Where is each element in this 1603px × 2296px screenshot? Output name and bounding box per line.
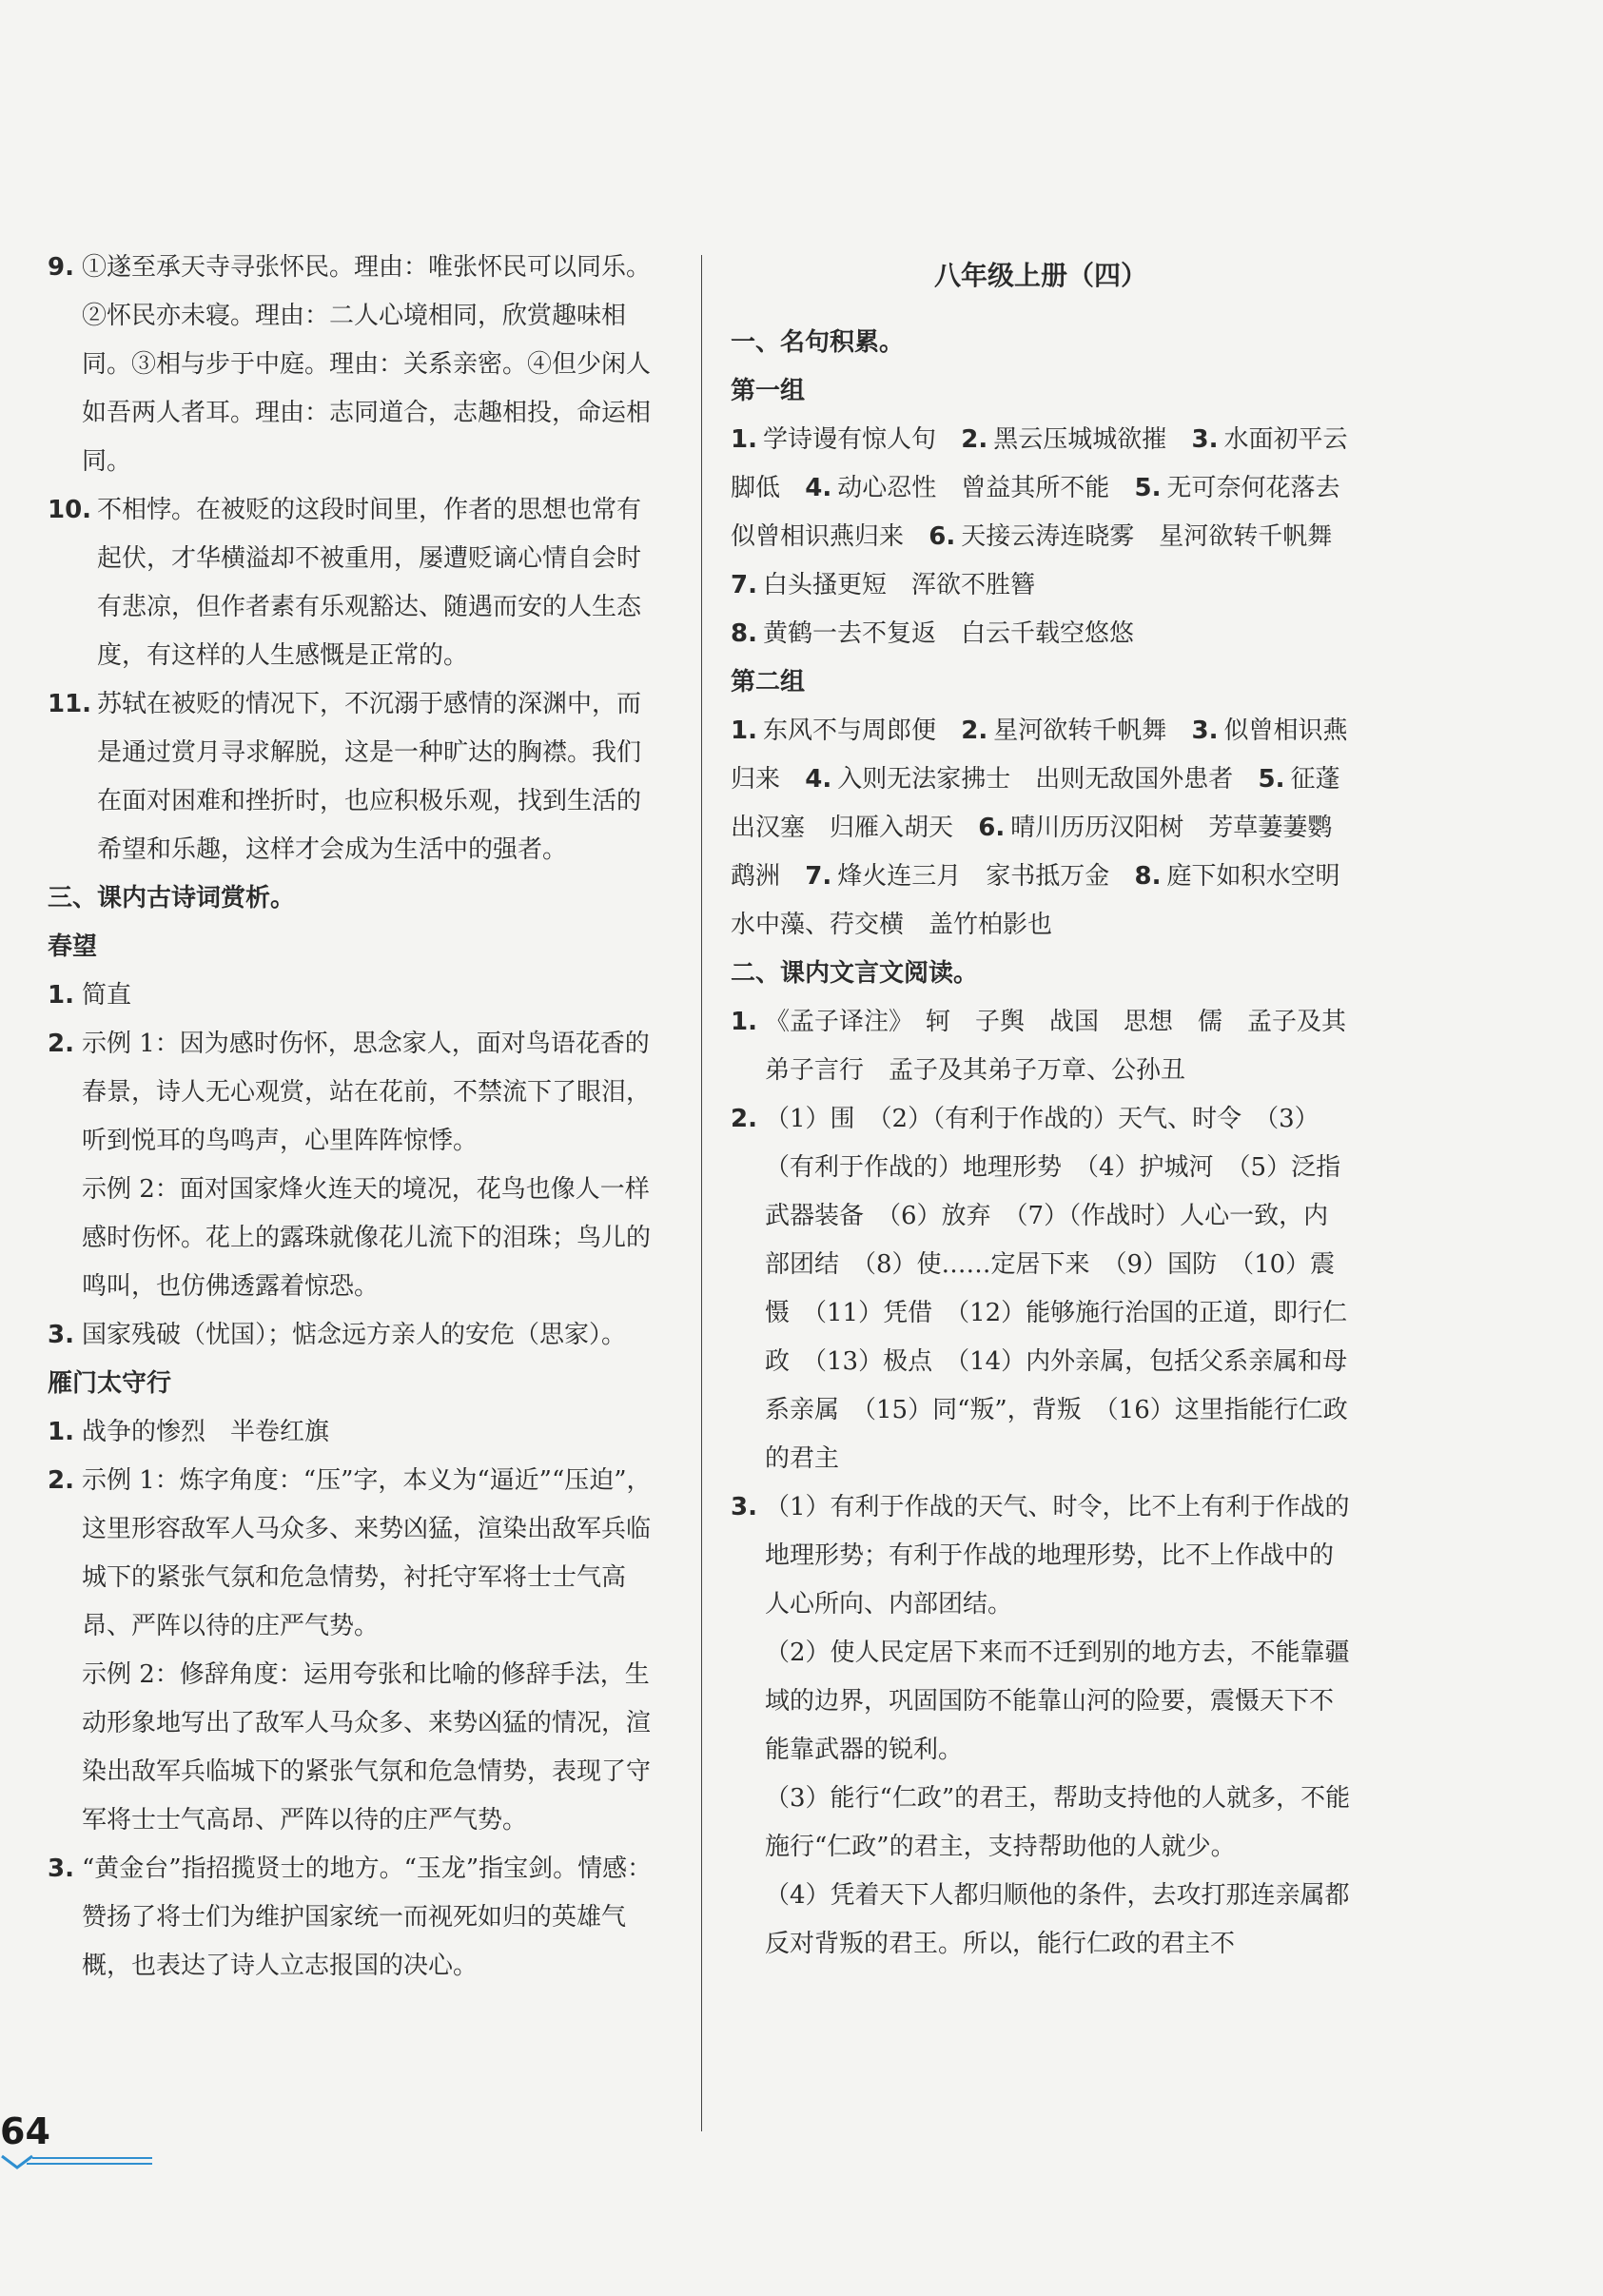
item-text: 入则无法家拂士 出则无敌国外患者: [837, 765, 1234, 794]
item-text: 无可奈何花落去 似曾相识燕归来: [731, 474, 1365, 551]
group-1-answers: [731, 416, 1365, 610]
yanmen-item-2: [48, 1457, 664, 1651]
item-text: 动心忍性 曾益其所不能: [837, 474, 1110, 502]
answer-item-9: [48, 244, 664, 486]
item-text: 不相悖。在被贬的这段时间里，作者的思想也常有起伏，才华横溢却不被重用，屡遭贬谪心情自会时有悲凉，但作者素有乐观豁达、随遇而安的人生态度，有这样的人生感慨是正常的。: [97, 496, 642, 670]
g2-answer-1: [731, 716, 936, 745]
chunwang-item-1: [48, 971, 664, 1020]
poem-title-yanmen: 雁门太守行: [48, 1369, 172, 1398]
page-number: 64: [0, 2110, 50, 2152]
g1-answer-2: [961, 425, 1166, 454]
item-text: 示例 1：炼字角度：“压”字，本义为“逼近”“压迫”，这里形容敌军人马众多、来势凶猛，渲染出敌军兵临城下的紧张气氛和危急情势，衬托守军将士士气高昂、严阵以待的庄严气势。: [82, 1466, 652, 1640]
item-number: 2.: [48, 1466, 74, 1495]
yanmen-item-1: [48, 1408, 664, 1457]
item-text: 学诗谩有惊人句: [762, 425, 936, 454]
section-heading-1: 一、名句积累。: [731, 328, 905, 357]
chunwang-item-2: [48, 1020, 664, 1166]
item-text: 示例 1：因为感时伤怀，思念家人，面对鸟语花香的春景，诗人无心观赏，站在花前，不禁流下了眼泪，听到悦耳的鸟鸣声，心里阵阵惊悸。: [82, 1030, 652, 1155]
item-number: 2.: [961, 425, 988, 454]
item-number: 4.: [805, 765, 832, 794]
item-number: 8.: [731, 619, 757, 648]
chunwang-item-3: [48, 1311, 664, 1360]
item-text: 水面初平云脚低: [731, 425, 1348, 502]
item-text: ①遂至承天寺寻张怀民。理由：唯张怀民可以同乐。②怀民亦未寝。理由：二人心境相同，欣赏趣味相同。③相与步于中庭。理由：关系亲密。④但少闲人如吾两人者耳。理由：志同道合，志趣相投，命运相同。: [82, 253, 652, 476]
item-number: 5.: [1258, 765, 1285, 794]
item-text: 黑云压城城欲摧: [993, 425, 1167, 454]
item-text: 庭下如积水空明 水中藻、荇交横 盖竹柏影也: [731, 862, 1365, 939]
item-text: （1）有利于作战的天气、时令，比不上有利于作战的地理形势；有利于作战的地理形势，比不上作战中的人心所向、内部团结。: [765, 1493, 1350, 1619]
g1-answer-1: [731, 425, 936, 454]
item-text: “黄金台”指招揽贤士的地方。“玉龙”指宝剑。情感：赞扬了将士们为维护国家统一而视死如归的英雄气概，也表达了诗人立志报国的决心。: [82, 1854, 653, 1980]
item-number: 3.: [1191, 716, 1219, 745]
item-text: 苏轼在被贬的情况下，不沉溺于感情的深渊中，而是通过赏月寻求解脱，这是一种旷达的胸襟。我们在面对困难和挫折时，也应积极乐观，找到生活的希望和乐趣，这样才会成为生活中的强者。: [97, 690, 642, 864]
section-heading-2: 二、课内文言文阅读。: [731, 959, 979, 988]
item-number: 1.: [48, 981, 74, 1010]
g1-answer-7: [731, 571, 1035, 599]
wenyan-item-1: [731, 998, 1351, 1095]
item-number: 1.: [731, 1008, 757, 1036]
group-title-2: 第二组: [731, 668, 806, 697]
wenyan-item-3-part-3: （3）能行“仁政”的君王，帮助支持他的人就多，不能施行“仁政”的君主，支持帮助他的人就少。: [765, 1784, 1351, 1861]
item-text: 烽火连三月 家书抵万金: [837, 862, 1110, 891]
left-column: [48, 244, 664, 2128]
item-text: （1）围 （2）（有利于作战的）天气、时令 （3）（有利于作战的）地理形势 （4）护城河 （5）泛指武器装备 （6）放弃 （7）（作战时）人心一致，内部团结 （8）使……定居下来 （9）国防 （10）震慑 （11）凭借 （12）能够施行治国的正道，即行仁政 （13）极点 （14）内外亲属，包括父系亲属和母系亲属 （15）同“叛”，背叛 （16）这里指能行仁政的君主: [765, 1105, 1348, 1473]
item-text: 白头搔更短 浑欲不胜簪: [762, 571, 1035, 599]
g1-answer-4: [805, 474, 1109, 502]
yanmen-item-3: [48, 1845, 664, 1991]
item-number: 6.: [978, 814, 1006, 842]
item-text: 似曾相识燕归来: [731, 716, 1348, 794]
wenyan-item-3: [731, 1483, 1351, 1629]
answer-item-10: [48, 486, 664, 680]
item-number: 3.: [48, 1321, 74, 1349]
item-number: 6.: [929, 522, 956, 551]
item-number: 2.: [48, 1030, 74, 1058]
item-number: 5.: [1134, 474, 1162, 502]
g2-answer-7: [805, 862, 1109, 891]
item-number: 7.: [731, 571, 757, 599]
item-number: 10.: [48, 496, 92, 524]
item-number: 2.: [961, 716, 988, 745]
item-text: 简直: [82, 981, 132, 1010]
item-text: 黄鹤一去不复返 白云千载空悠悠: [762, 619, 1134, 648]
right-column: [731, 244, 1365, 2128]
item-number: 7.: [805, 862, 832, 891]
item-text: 《孟子译注》 轲 子舆 战国 思想 儒 孟子及其弟子言行 孟子及其弟子万章、公孙丑: [765, 1008, 1347, 1085]
item-number: 2.: [731, 1105, 757, 1133]
g1-answer-6: [929, 522, 1332, 551]
item-number: 8.: [1134, 862, 1162, 891]
answer-item-11: [48, 680, 664, 874]
g2-answer-2: [961, 716, 1166, 745]
item-number: 3.: [1191, 425, 1219, 454]
item-number: 9.: [48, 253, 74, 282]
section-heading-3: 三、课内古诗词赏析。: [48, 884, 296, 913]
item-text: 晴川历历汉阳树 芳草萋萋鹦鹉洲: [731, 814, 1333, 891]
item-text: 天接云涛连晓雾 星河欲转千帆舞: [961, 522, 1333, 551]
chunwang-item-2-example-2: 示例 2：面对国家烽火连天的境况，花鸟也像人一样感时伤怀。花上的露珠就像花儿流下的泪珠；鸟儿的鸣叫，也仿佛透露着惊恐。: [82, 1175, 652, 1301]
item-text: 国家残破（忧国）；惦念远方亲人的安危（思家）。: [82, 1321, 627, 1349]
wenyan-item-3-part-2: （2）使人民定居下来而不迁到别的地方去，不能靠疆域的边界，巩固国防不能靠山河的险要，震慑天下不能靠武器的锐利。: [765, 1639, 1350, 1764]
item-text: 战争的惨烈 半卷红旗: [82, 1418, 330, 1446]
yanmen-item-2-example-2: 示例 2：修辞角度：运用夸张和比喻的修辞手法，生动形象地写出了敌军人马众多、来势凶猛的情况，渲染出敌军兵临城下的紧张气氛和危急情势，表现了守军将士士气高昂、严阵以待的庄严气势。: [82, 1660, 652, 1835]
page-title: 八年级上册（四）: [933, 260, 1147, 291]
wenyan-item-3-part-4: （4）凭着天下人都归顺他的条件，去攻打那连亲属都反对背叛的君王。所以，能行仁政的君主不: [765, 1881, 1350, 1958]
group-title-1: 第一组: [731, 377, 806, 405]
chevron-icon: [2, 2156, 32, 2168]
poem-title-chunwang: 春望: [48, 932, 98, 961]
group-2-answers: [731, 707, 1365, 950]
item-number: 1.: [48, 1418, 74, 1446]
page-number-decoration: [0, 2152, 162, 2171]
item-text: 征蓬出汉塞 归雁入胡天: [731, 765, 1340, 842]
item-number: 1.: [731, 716, 757, 745]
item-number: 4.: [805, 474, 832, 502]
item-text: 星河欲转千帆舞: [993, 716, 1167, 745]
item-number: 3.: [48, 1854, 74, 1883]
column-divider: [701, 255, 702, 2131]
wenyan-item-2: [731, 1095, 1351, 1483]
item-text: 东风不与周郎便: [762, 716, 936, 745]
item-number: 3.: [731, 1493, 757, 1521]
g2-answer-4: [805, 765, 1233, 794]
item-number: 11.: [48, 690, 92, 718]
item-number: 1.: [731, 425, 757, 454]
g1-answer-8: [731, 610, 1351, 658]
